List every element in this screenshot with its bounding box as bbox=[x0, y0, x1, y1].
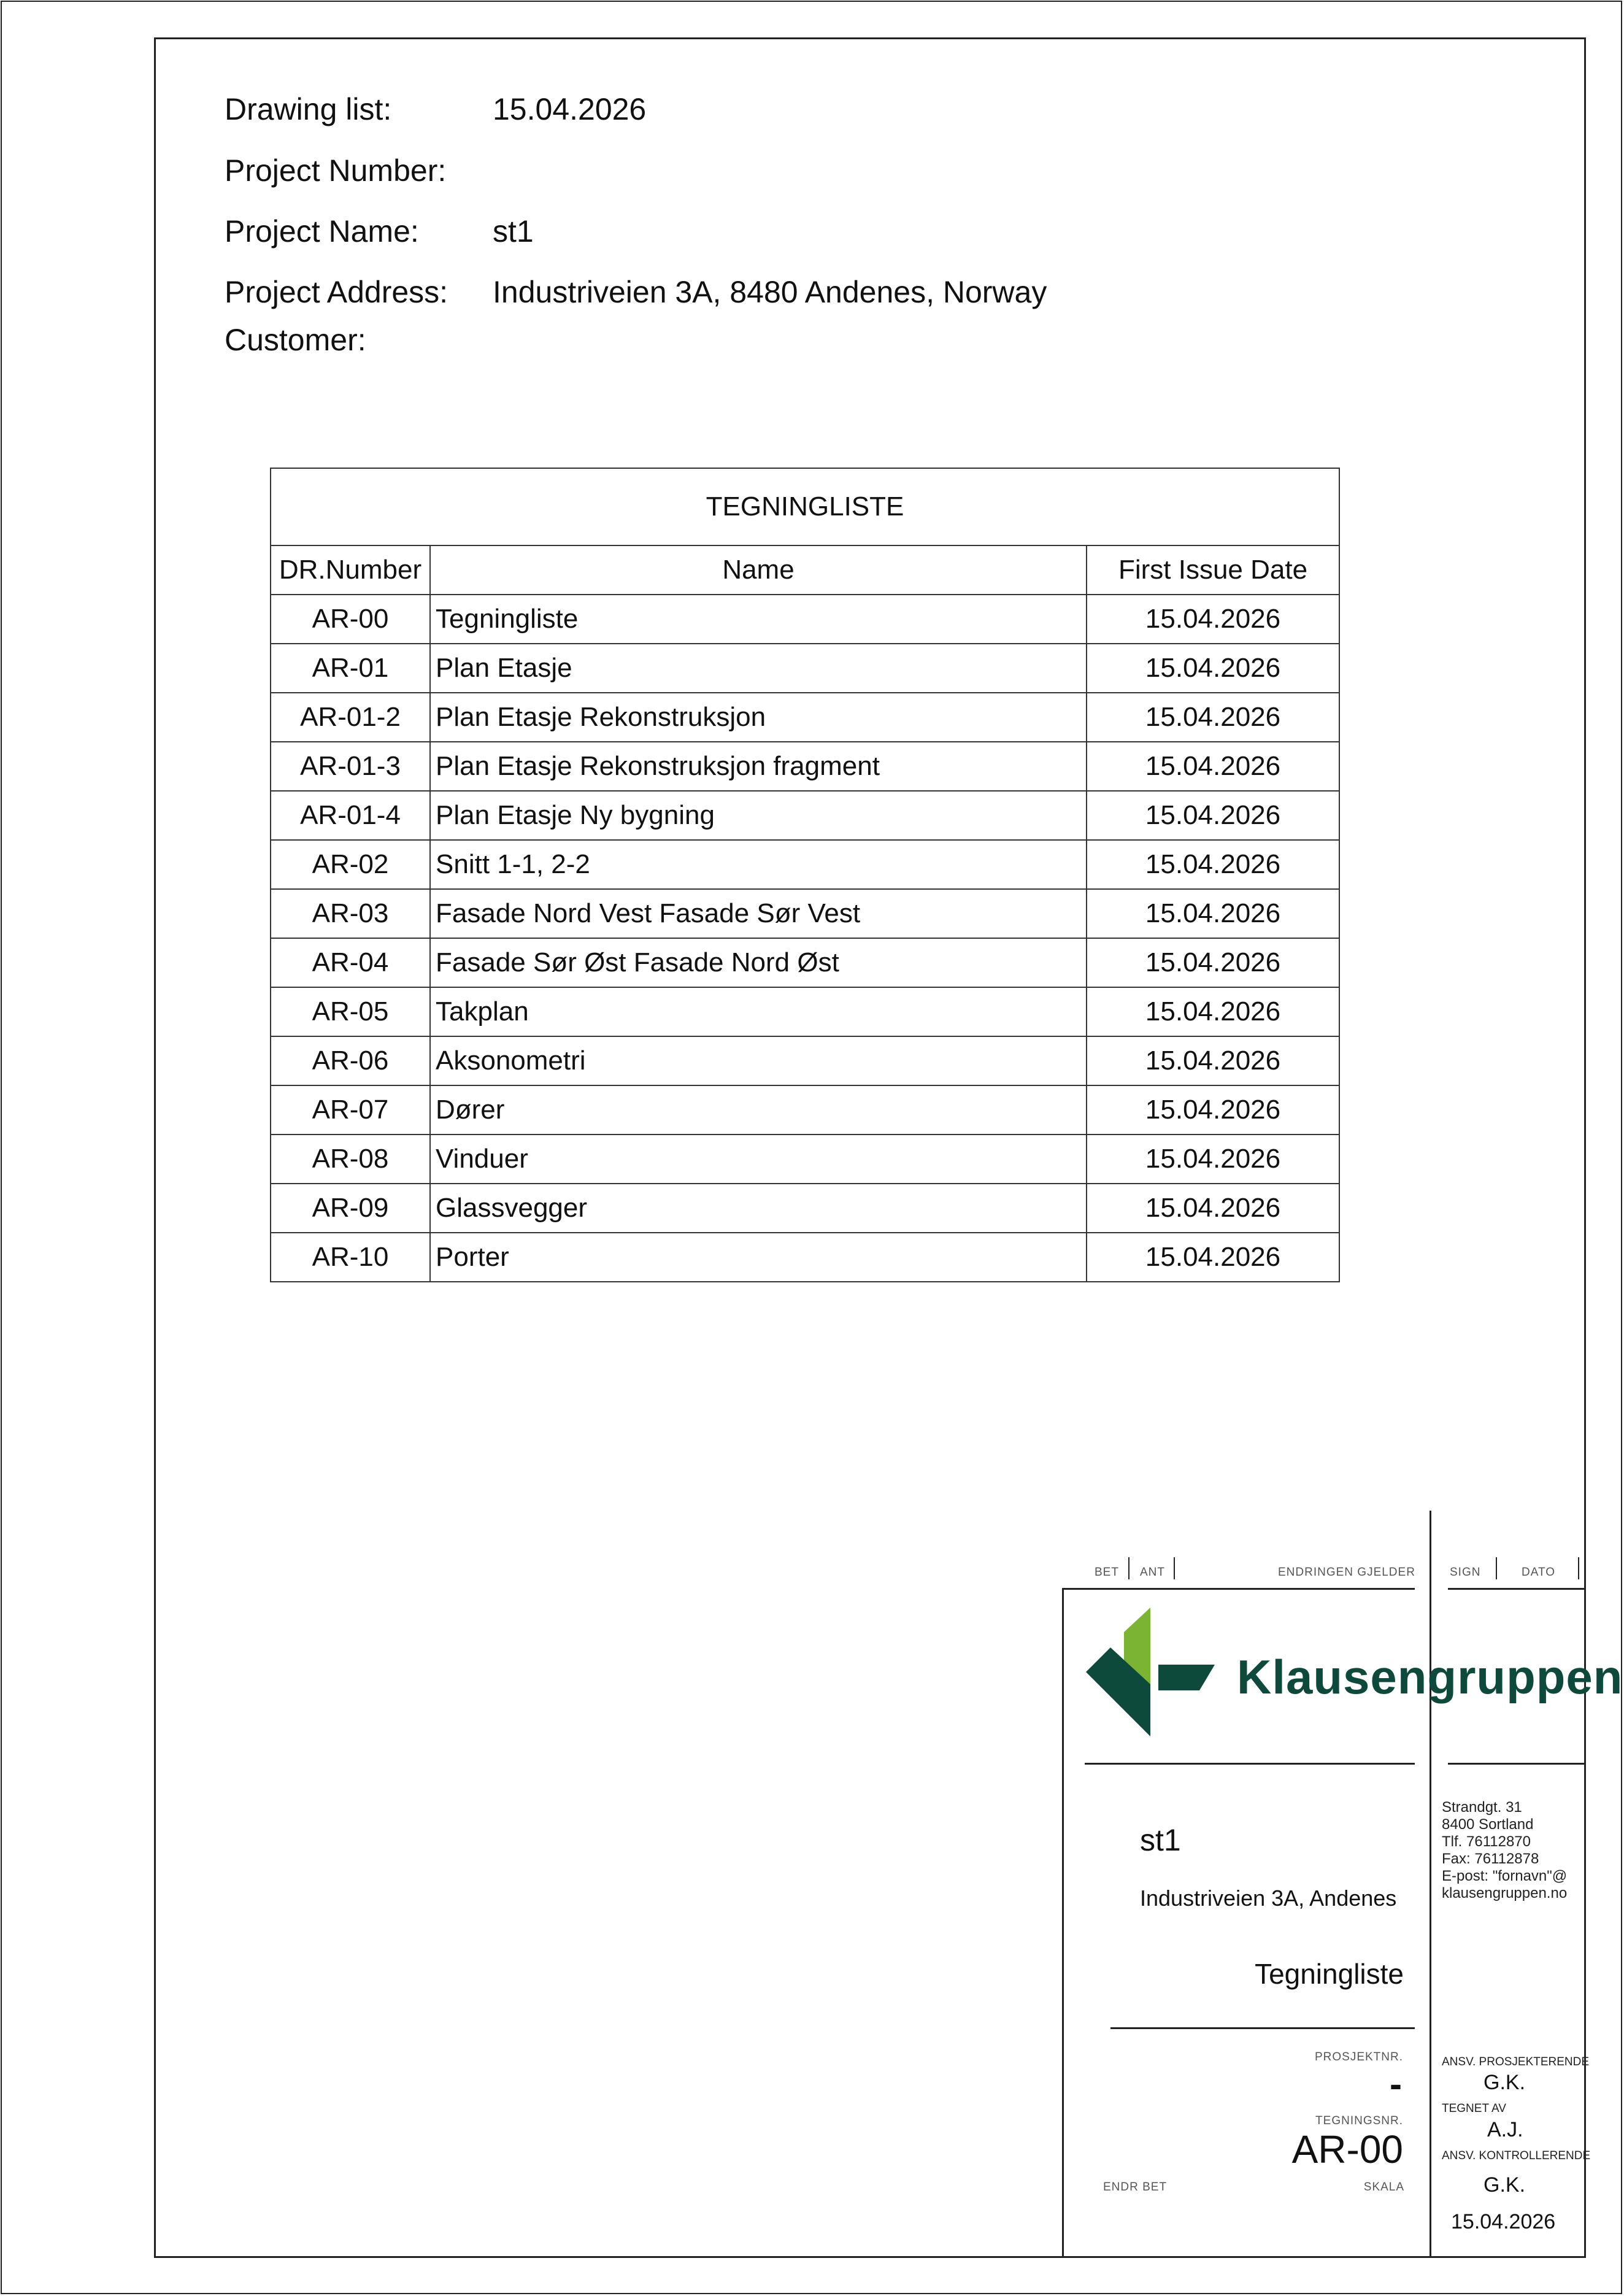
drawing-number-cell: AR-06 bbox=[271, 1036, 430, 1085]
title-block-drawing-title: Tegningliste bbox=[1255, 1958, 1404, 1990]
project-address-value: Industriveien 3A, 8480 Andenes, Norway bbox=[493, 275, 1047, 309]
project-name-value: st1 bbox=[493, 214, 534, 248]
table-row bbox=[271, 644, 1339, 693]
table-row bbox=[271, 742, 1339, 791]
drawing-name-cell: Glassvegger bbox=[430, 1184, 1087, 1233]
first-issue-date-cell: 15.04.2026 bbox=[1087, 1036, 1339, 1085]
table-header-row bbox=[271, 545, 1339, 595]
drawing-number-cell: AR-03 bbox=[271, 889, 430, 938]
drawing-number-cell: AR-08 bbox=[271, 1135, 430, 1184]
logo-separator-right bbox=[1448, 1763, 1586, 1765]
first-issue-date-cell: 15.04.2026 bbox=[1087, 1135, 1339, 1184]
drawing-number-cell: AR-02 bbox=[271, 840, 430, 889]
drawing-number-cell: AR-00 bbox=[271, 595, 430, 644]
table-row bbox=[271, 840, 1339, 889]
table-body bbox=[271, 595, 1339, 1282]
drawing-number-cell: AR-01-2 bbox=[271, 693, 430, 742]
column-header-name: Name bbox=[430, 545, 1087, 595]
table-title-row bbox=[271, 468, 1339, 545]
table-row bbox=[271, 791, 1339, 840]
table-row bbox=[271, 1135, 1339, 1184]
prosjektnr-label: PROSJEKTNR. bbox=[1314, 2051, 1403, 2063]
ansv-prosjekterende-label: ANSV. PROSJEKTERENDE bbox=[1442, 2055, 1590, 2068]
drawing-number-cell: AR-01 bbox=[271, 644, 430, 693]
drawing-number-cell: AR-01-4 bbox=[271, 791, 430, 840]
drawing-list-label: Drawing list: bbox=[225, 92, 392, 126]
drawing-name-cell: Plan Etasje bbox=[430, 644, 1087, 693]
title-block-date: 15.04.2026 bbox=[1451, 2210, 1556, 2233]
column-header-date: First Issue Date bbox=[1087, 545, 1339, 595]
table-row bbox=[271, 1233, 1339, 1282]
rev-sign-label: SIGN bbox=[1450, 1566, 1481, 1579]
project-address-label: Project Address: bbox=[225, 275, 448, 309]
drawing-list-table bbox=[270, 468, 1340, 1282]
drawing-list-date: 15.04.2026 bbox=[493, 92, 647, 126]
company-address: Strandgt. 31 8400 Sortland Tlf. 76112870 Fax: 76112878 E-post: "fornavn"@ klausengruppen.no bbox=[1442, 1799, 1568, 1901]
rev-line-left bbox=[1062, 1588, 1415, 1590]
logo-separator-left bbox=[1085, 1763, 1415, 1765]
drawing-name-cell: Plan Etasje Rekonstruksjon bbox=[430, 693, 1087, 742]
title-block-project-address: Industriveien 3A, Andenes bbox=[1140, 1886, 1397, 1911]
drawing-name-cell: Vinduer bbox=[430, 1135, 1087, 1184]
klausengruppen-logo-icon bbox=[1086, 1608, 1221, 1736]
rev-tick-4 bbox=[1578, 1557, 1579, 1579]
tegnet-av-value: A.J. bbox=[1487, 2118, 1523, 2141]
drawing-name-cell: Fasade Sør Øst Fasade Nord Øst bbox=[430, 938, 1087, 987]
rev-line-right bbox=[1448, 1588, 1586, 1590]
table-row bbox=[271, 1036, 1339, 1085]
first-issue-date-cell: 15.04.2026 bbox=[1087, 1085, 1339, 1135]
drawing-name-cell: Porter bbox=[430, 1233, 1087, 1282]
first-issue-date-cell: 15.04.2026 bbox=[1087, 693, 1339, 742]
table-row bbox=[271, 1085, 1339, 1135]
company-name: Klausengruppen bbox=[1237, 1650, 1623, 1704]
prosjektnr-value: - bbox=[1390, 2063, 1402, 2105]
first-issue-date-cell: 15.04.2026 bbox=[1087, 840, 1339, 889]
drawing-number-cell: AR-04 bbox=[271, 938, 430, 987]
rev-dato-label: DATO bbox=[1522, 1566, 1556, 1579]
rev-endringen-label: ENDRINGEN GJELDER bbox=[1278, 1566, 1415, 1579]
drawing-number-cell: AR-10 bbox=[271, 1233, 430, 1282]
drawing-name-cell: Dører bbox=[430, 1085, 1087, 1135]
tegningsnr-label: TEGNINGSNR. bbox=[1315, 2114, 1403, 2127]
tegnet-av-label: TEGNET AV bbox=[1442, 2102, 1506, 2115]
drawing-name-cell: Aksonometri bbox=[430, 1036, 1087, 1085]
ansv-kontrollerende-label: ANSV. KONTROLLERENDE bbox=[1442, 2149, 1591, 2162]
skala-label: SKALA bbox=[1363, 2181, 1404, 2194]
customer-label: Customer: bbox=[225, 323, 366, 357]
drawing-number-cell: AR-07 bbox=[271, 1085, 430, 1135]
first-issue-date-cell: 15.04.2026 bbox=[1087, 791, 1339, 840]
first-issue-date-cell: 15.04.2026 bbox=[1087, 987, 1339, 1036]
first-issue-date-cell: 15.04.2026 bbox=[1087, 742, 1339, 791]
table-row bbox=[271, 1184, 1339, 1233]
first-issue-date-cell: 15.04.2026 bbox=[1087, 1184, 1339, 1233]
project-name-label: Project Name: bbox=[225, 214, 419, 248]
ansv-prosjekterende-value: G.K. bbox=[1484, 2071, 1526, 2094]
first-issue-date-cell: 15.04.2026 bbox=[1087, 644, 1339, 693]
title-block-project-name: st1 bbox=[1140, 1823, 1181, 1857]
rev-tick-2 bbox=[1174, 1557, 1175, 1579]
drawing-name-cell: Takplan bbox=[430, 987, 1087, 1036]
rev-tick-1 bbox=[1128, 1557, 1129, 1579]
tegningsnr-value: AR-00 bbox=[1291, 2127, 1403, 2171]
drawing-name-cell: Plan Etasje Ny bygning bbox=[430, 791, 1087, 840]
project-number-label: Project Number: bbox=[225, 153, 447, 188]
first-issue-date-cell: 15.04.2026 bbox=[1087, 889, 1339, 938]
drawing-name-cell: Tegningliste bbox=[430, 595, 1087, 644]
drawing-number-cell: AR-05 bbox=[271, 987, 430, 1036]
title-block-divider bbox=[1430, 1511, 1431, 2258]
drawing-name-cell: Snitt 1-1, 2-2 bbox=[430, 840, 1087, 889]
drawing-number-cell: AR-01-3 bbox=[271, 742, 430, 791]
title-separator bbox=[1110, 2027, 1415, 2029]
table-row bbox=[271, 889, 1339, 938]
rev-bet-label: BET bbox=[1095, 1566, 1119, 1579]
first-issue-date-cell: 15.04.2026 bbox=[1087, 595, 1339, 644]
title-block-left-border bbox=[1062, 1588, 1064, 2258]
endr-bet-label: ENDR BET bbox=[1103, 2181, 1168, 2194]
table-row bbox=[271, 938, 1339, 987]
rev-tick-3 bbox=[1496, 1557, 1497, 1579]
drawing-name-cell: Plan Etasje Rekonstruksjon fragment bbox=[430, 742, 1087, 791]
table-title: TEGNINGLISTE bbox=[271, 468, 1339, 545]
first-issue-date-cell: 15.04.2026 bbox=[1087, 938, 1339, 987]
first-issue-date-cell: 15.04.2026 bbox=[1087, 1233, 1339, 1282]
column-header-number: DR.Number bbox=[271, 545, 430, 595]
table-row bbox=[271, 693, 1339, 742]
rev-ant-label: ANT bbox=[1140, 1566, 1165, 1579]
table-row bbox=[271, 987, 1339, 1036]
ansv-kontrollerende-value: G.K. bbox=[1484, 2173, 1526, 2197]
drawing-number-cell: AR-09 bbox=[271, 1184, 430, 1233]
drawing-name-cell: Fasade Nord Vest Fasade Sør Vest bbox=[430, 889, 1087, 938]
table-row bbox=[271, 595, 1339, 644]
